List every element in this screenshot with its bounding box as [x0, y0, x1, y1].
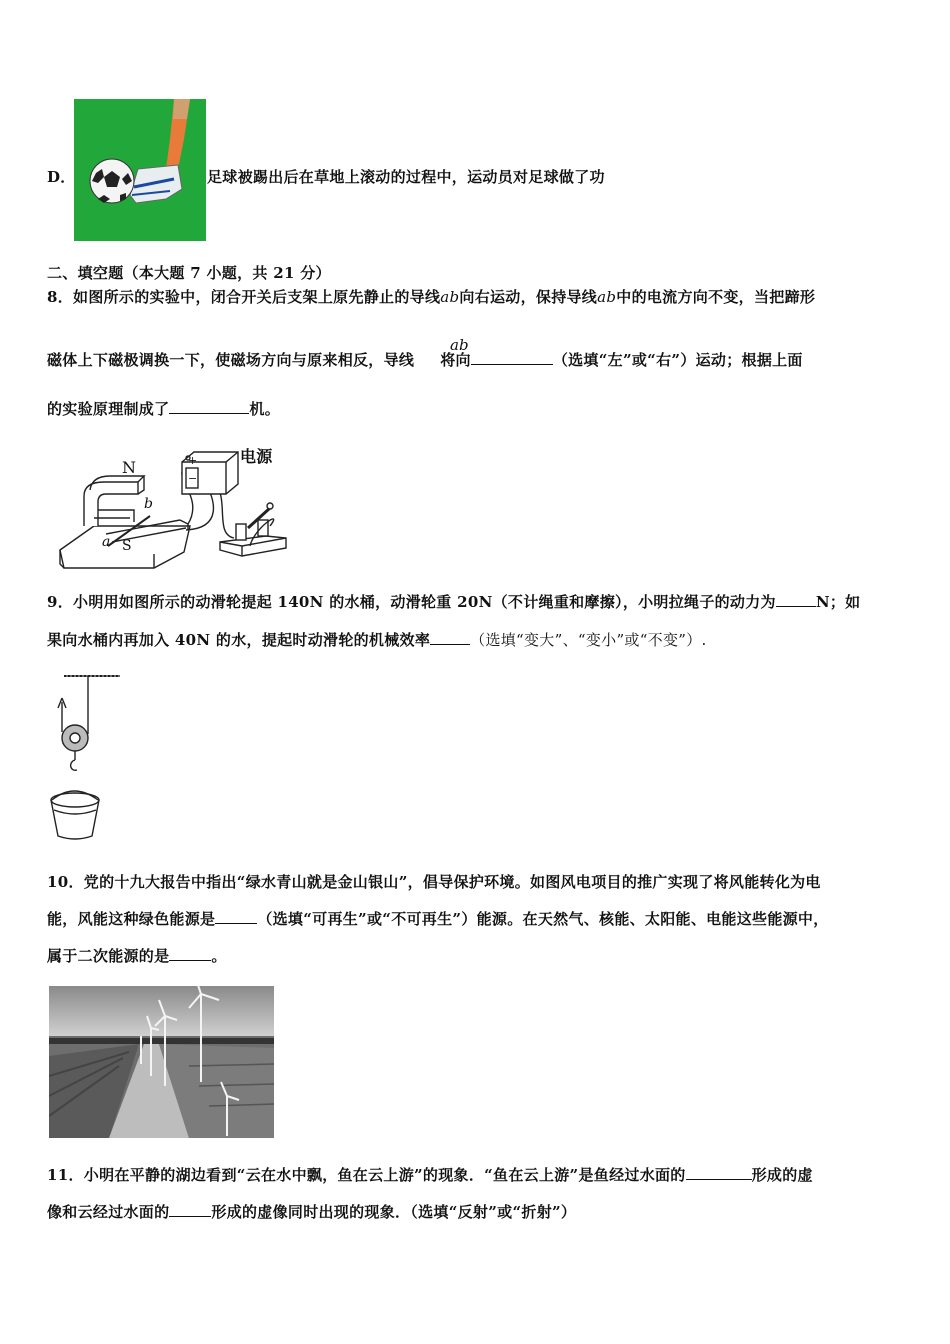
fig-plus-label: + [188, 454, 198, 467]
wind-farm-photo [49, 986, 274, 1138]
option-d-label: D． [47, 168, 76, 186]
answer-blank[interactable] [776, 594, 816, 607]
fig-N-label: N [122, 458, 137, 477]
q11-line2: 像和云经过水面的 形成的虚像同时出现的现象．（选填“反射”或“折射”） [47, 1203, 577, 1221]
q9-line2: 果向水桶内再加入 40N 的水，提起时动滑轮的机械效率 （选填“变大”、“变小”或“不变”）. [47, 631, 707, 649]
soccer-image [74, 99, 206, 241]
q10-line3: 属于二次能源的是 。 [47, 947, 227, 965]
var-ab: ab [440, 288, 460, 306]
q10-line2: 能，风能这种绿色能源是 （选填“可再生”或“不可再生”）能源。在天然气、核能、太阳能、电能这些能源中， [47, 910, 829, 928]
q11-line1: 11．小明在平静的湖边看到“云在水中飘，鱼在云上游”的现象．“鱼在云上游”是鱼经过水面的 形成的虚 [47, 1166, 813, 1184]
answer-blank[interactable] [215, 911, 257, 924]
var-ab-superscript: ab [450, 336, 469, 354]
pulley-bucket-diagram [44, 672, 124, 842]
answer-blank[interactable] [169, 1204, 211, 1217]
answer-blank[interactable] [686, 1167, 752, 1180]
section-heading: 二、填空题（本大题 7 小题，共 21 分） [47, 264, 331, 282]
option-d-text: 足球被踢出后在草地上滚动的过程中，运动员对足球做了功 [207, 168, 605, 186]
answer-blank[interactable] [430, 632, 470, 645]
fig-b-label: b [144, 496, 154, 512]
q8-line1: 8．如图所示的实验中，闭合开关后支架上原先静止的导线ab向右运动，保持导线ab中的电流方向不变，当把蹄形 [47, 288, 816, 306]
q8-line3: 的实验原理制成了 机。 [47, 400, 281, 418]
motor-experiment-diagram [54, 438, 294, 570]
q9-line1: 9．小明用如图所示的动滑轮提起 140N 的水桶，动滑轮重 20N（不计绳重和摩擦），小明拉绳子的动力为 N；如 [47, 593, 861, 611]
var-ab: ab [597, 288, 617, 306]
q8-line2: 磁体上下磁极调换一下，使磁场方向与原来相反，导线 将向 （选填“左”或“右”）运动；根据上面 [47, 351, 803, 369]
q10-line1: 10．党的十九大报告中指出“绿水青山就是金山银山”，倡导保护环境。如图风电项目的推广实现了将风能转化为电 [47, 873, 821, 891]
answer-blank[interactable] [169, 401, 249, 414]
fig-S-label: S [122, 538, 132, 554]
fig-a-label: a [102, 534, 111, 550]
fig-minus-label: − [188, 472, 198, 485]
answer-blank[interactable] [471, 352, 553, 365]
fig-power-label: 电源 [240, 447, 273, 466]
answer-blank[interactable] [169, 948, 211, 961]
